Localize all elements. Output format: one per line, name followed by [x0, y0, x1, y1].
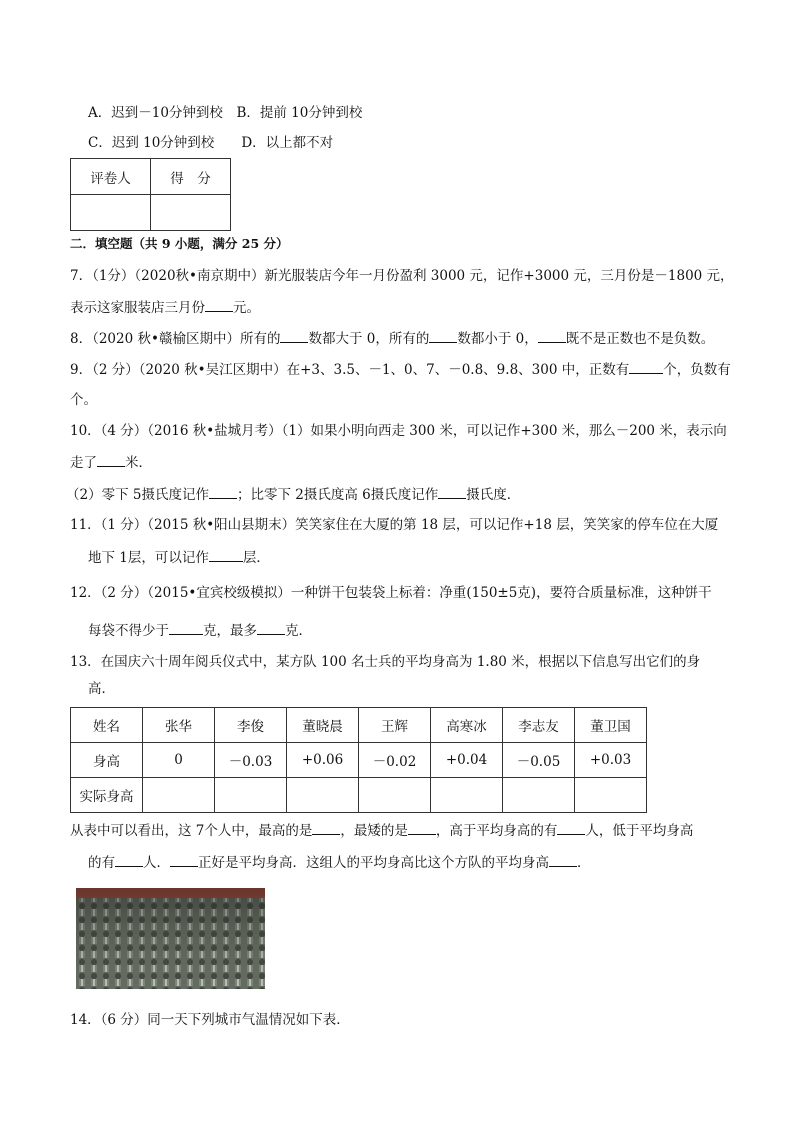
score-table-grader-header: 评卷人: [71, 159, 151, 195]
table-cell: 0: [143, 743, 215, 778]
q10-blank-2[interactable]: [209, 484, 237, 499]
table-cell: +0.04: [431, 743, 503, 778]
q12-blank-1[interactable]: [169, 620, 203, 635]
q13-blank-6[interactable]: [549, 852, 577, 867]
height-table: [70, 707, 647, 813]
q14-line: 14．（6 分）同一天下列城市气温情况如下表．: [70, 1012, 350, 1028]
table-cell: 王辉: [359, 708, 431, 743]
table-cell: 实际身高: [71, 778, 143, 813]
q10-blank-3[interactable]: [438, 484, 466, 499]
table-cell: 李志友: [503, 708, 575, 743]
q13-blank-5[interactable]: [170, 852, 198, 867]
score-table: [70, 158, 231, 231]
answer-cell[interactable]: [359, 778, 431, 813]
q7-line1: 7．（1分）（2020秋•南京期中）新光服装店今年一月份盈利 3000 元，记作+3000 元，三月份是－1800 元，: [70, 268, 734, 284]
q11-line1: 11．（1 分）（2015 秋•阳山县期末）笑笑家住在大厦的第 18 层，可以记作+18 层，笑笑家的停车位在大厦: [70, 517, 719, 533]
height-table-header-row: [71, 708, 647, 743]
table-cell: －0.02: [359, 743, 431, 778]
q10-line3: （2）零下 5摄氏度记作 ；比零下 2摄氏度高 6摄氏度记作 摄氏度．: [66, 484, 520, 505]
q13-line1: 13．在国庆六十周年阅兵仪式中，某方队 100 名士兵的平均身高为 1.80 米，根据以下信息写出它们的身: [70, 654, 701, 670]
table-cell: 身高: [71, 743, 143, 778]
answer-cell[interactable]: [215, 778, 287, 813]
q11-line2: 地下 1层，可以记作 层．: [88, 547, 270, 568]
q12-blank-2[interactable]: [257, 620, 285, 635]
table-cell: 高寒冰: [431, 708, 503, 743]
height-table-row-offset: [71, 743, 647, 778]
table-cell: +0.03: [575, 743, 647, 778]
q7-line2: 表示这家服装店三月份 元。: [70, 297, 260, 318]
q10-blank-1[interactable]: [97, 452, 125, 467]
q13-after-line2: 的有 人． 正好是平均身高．这组人的平均身高比这个方队的平均身高 ．: [88, 852, 591, 873]
q9-blank-1[interactable]: [629, 359, 663, 374]
score-table-score-header: 得 分: [151, 159, 231, 195]
parade-photo-svg: [76, 888, 265, 989]
answer-cell[interactable]: [431, 778, 503, 813]
q13-blank-1[interactable]: [312, 820, 340, 835]
q10-line2: 走了 米．: [70, 452, 152, 473]
q8-line: 8．（2020 秋•赣榆区期中）所有的 数都大于 0，所有的 数都小于 0， 既不是正数也不是负数。: [70, 328, 714, 349]
table-cell: 张华: [143, 708, 215, 743]
q13-after-line1: 从表中可以看出，这 7个人中，最高的是 ，最矮的是 ，高于平均身高的有 人，低于平均身高: [70, 820, 693, 841]
answer-cell[interactable]: [143, 778, 215, 813]
score-table-score-cell[interactable]: [151, 195, 231, 231]
q8-blank-3[interactable]: [538, 328, 566, 343]
q12-line2: 每袋不得少于 克，最多 克．: [88, 620, 312, 641]
q13-blank-2[interactable]: [408, 820, 436, 835]
q9-line1: 9．（2 分）（2020 秋•吴江区期中）在+3、3.5、－1、0、7、－0.8、9.8、300 中，正数有 个，负数有: [70, 359, 731, 380]
option-a: A．迟到－10分钟到校 B．提前 10分钟到校: [88, 105, 363, 121]
table-cell: －0.05: [503, 743, 575, 778]
q8-blank-2[interactable]: [429, 328, 457, 343]
table-cell: +0.06: [287, 743, 359, 778]
table-cell: 姓名: [71, 708, 143, 743]
answer-cell[interactable]: [575, 778, 647, 813]
parade-photo: [76, 888, 265, 989]
answer-cell[interactable]: [287, 778, 359, 813]
height-table-row-actual: [71, 778, 647, 813]
q7-blank[interactable]: [205, 297, 233, 312]
table-cell: －0.03: [215, 743, 287, 778]
option-c: C．迟到 10分钟到校 D．以上都不对: [88, 135, 334, 151]
score-table-grader-cell[interactable]: [71, 195, 151, 231]
q10-line1: 10．（4 分）（2016 秋•盐城月考）（1）如果小明向西走 300 米，可以记作+300 米，那么－200 米，表示向: [70, 423, 727, 439]
q9-line2: 个。: [70, 392, 97, 408]
table-cell: 董晓晨: [287, 708, 359, 743]
q12-line1: 12．（2 分）（2015•宜宾校级模拟）一种饼干包装袋上标着：净重(150±5克)，要符合质量标准，这种饼干: [70, 585, 712, 601]
answer-cell[interactable]: [503, 778, 575, 813]
q13-blank-4[interactable]: [115, 852, 143, 867]
section-heading: 二．填空题（共 9 小题，满分 25 分）: [70, 236, 289, 251]
table-cell: 董卫国: [575, 708, 647, 743]
q11-blank[interactable]: [209, 547, 243, 562]
q13-line2: 高．: [88, 681, 115, 697]
q13-blank-3[interactable]: [557, 820, 585, 835]
q8-blank-1[interactable]: [280, 328, 308, 343]
table-cell: 李俊: [215, 708, 287, 743]
